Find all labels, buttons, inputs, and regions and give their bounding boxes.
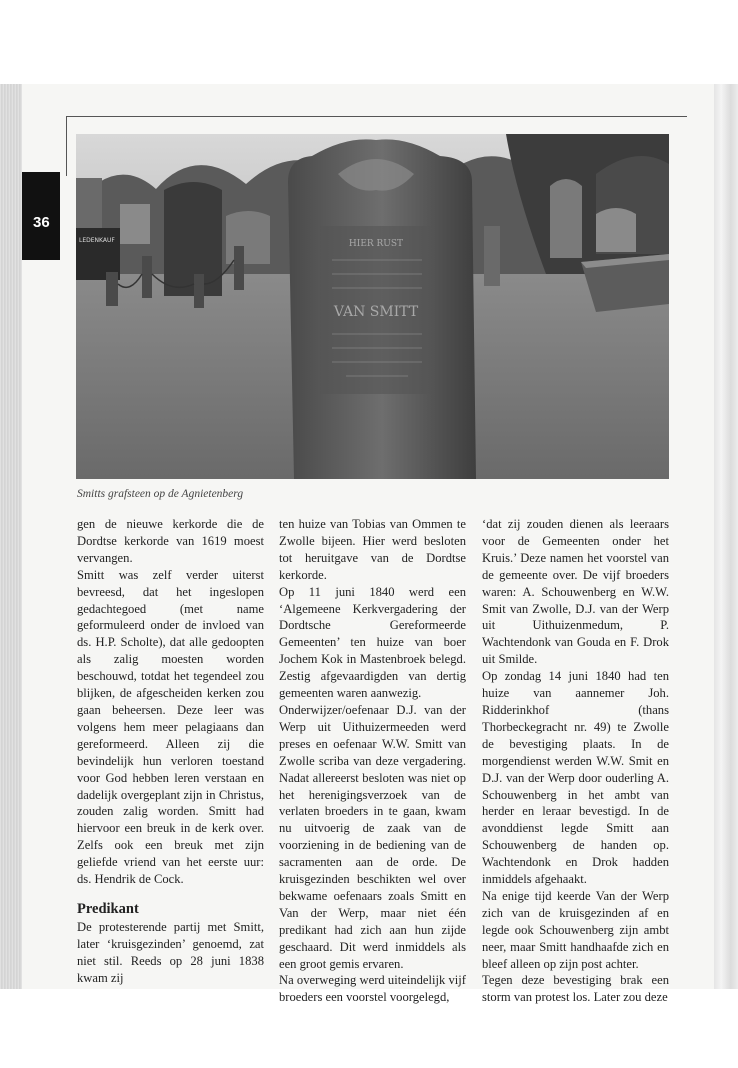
paragraph: De protesterende partij met Smitt, later ‘kruisgezinden’ genoemd, zat niet stil. Reeds op 28 juni 1838 kwam zij — [77, 919, 264, 985]
book-edge-right — [714, 84, 738, 989]
paragraph: Op zondag 14 juni 1840 had ten huize van aannemer Joh. Ridderinkhof (thans Thorbeckegracht nr. 49) te Zwolle de bevestiging plaats. In de morgendienst werden W.W. Smit en D.J. van der Werp door ouderling A. Schouwenberg in het ambt van herder en leraar bevestigd. In de avonddienst legde Smitt aan Schouwenberg de handen op. Wachtendonk en Drok hadden inmiddels afgehaakt. — [482, 669, 669, 887]
header-rule — [66, 116, 687, 117]
stone-inscription-line-2: VAN SMITT — [333, 304, 419, 320]
book-edge-left — [0, 84, 22, 989]
text-column-2 — [279, 516, 466, 1006]
text-column-3 — [482, 516, 669, 1006]
section-heading: Predikant — [77, 900, 139, 917]
paragraph: ten huize van Tobias van Ommen te Zwolle bijeen. Hier werd besloten tot heruitgave van de Dordtse kerkorde. — [279, 517, 466, 582]
paragraph: Smitt was zelf verder uiterst bevreesd, dat het ingeslopen gedachtegoed (met name geformuleerd onder de invloed van ds. H.P. Scholte), dat alle gedoopten als zalig moesten worden beschouwd, totdat het tegendeel zou blijken, de afgescheiden kerken zou gaan beheersen. Deze leer was volgens hem meer pelagiaans dan gereformeerd. Alleen zij die bevindelijk hun verloren toestand voor God hebben leren verstaan en dadelijk overgeplant zijn in Christus, zouden zalig worden. Smitt had hiervoor een breuk in de kerk over. Zelfs ook een breuk met zijn geliefde vriend van het eerste uur: ds. Hendrik de Cock. — [77, 567, 264, 887]
stone-inscription-line-1: HIER RUST — [348, 239, 404, 249]
photo-caption: Smitts grafsteen op de Agnietenberg — [77, 488, 244, 500]
paragraph: Onderwijzer/oefenaar D.J. van der Werp uit Uithuizermeeden werd preses en oefenaar W.W. Smitt van Zwolle scriba van deze vergadering. Nadat allereerst besloten was niet op het herenigingsverzoek van de verlaten broeders in te gaan, kwam nu uitvoerig de zaak van de voorziening in de bediening van de sacramenten aan de orde. De kruisgezinden beschikten wel over bekwame oefenaars zoals Smitt en Van der Werp, maar niet één predikant had zich aan hun zijde geschaard. Dit werd inmiddels als een groot gemis ervaren. — [279, 702, 466, 971]
paragraph: Na enige tijd keerde Van der Werp zich van de kruisgezinden af en legde ook Schouwenberg zijn ambt neer, maar Smitt handhaafde zich en bleef alleen op zijn post achter. — [482, 888, 669, 971]
header-rule-vertical — [66, 116, 67, 176]
gravestone-photo — [76, 134, 669, 479]
paragraph: gen de nieuwe kerkorde die de Dordtse kerkorde van 1619 moest vervangen. — [77, 517, 264, 565]
paragraph: Op 11 juni 1840 werd een ‘Algemeene Kerkvergadering der Dordtsche Gereformeerde Gemeenten’ ten huize van boer Jochem Kok in Mastenbroek belegd. Zestig afgevaardigden van dertig gemeenten waren aanwezig. — [279, 584, 466, 701]
paragraph: Na overweging werd uiteindelijk vijf broeders een voorstel voorgelegd, — [279, 973, 466, 1005]
text-column-1 — [77, 516, 264, 987]
page-number-tab — [22, 172, 60, 260]
page-number: 36 — [33, 214, 50, 231]
small-sign-text: LEDENKAUF — [79, 237, 115, 244]
paragraph: ‘dat zij zouden dienen als leeraars voor de Gemeenten onder het Kruis.’ Deze namen het voorstel van de gemeente over. De vijf broeders waren: A. Schouwenberg en W.W. Smit van Zwolle, D.J. van der Werp uit Uithuizenmedum, P. Wachtendonk van Gouda en F. Drok uit Smilde. — [482, 517, 669, 667]
paragraph: Tegen deze bevestiging brak een storm van protest los. Later zou deze — [482, 973, 669, 1005]
